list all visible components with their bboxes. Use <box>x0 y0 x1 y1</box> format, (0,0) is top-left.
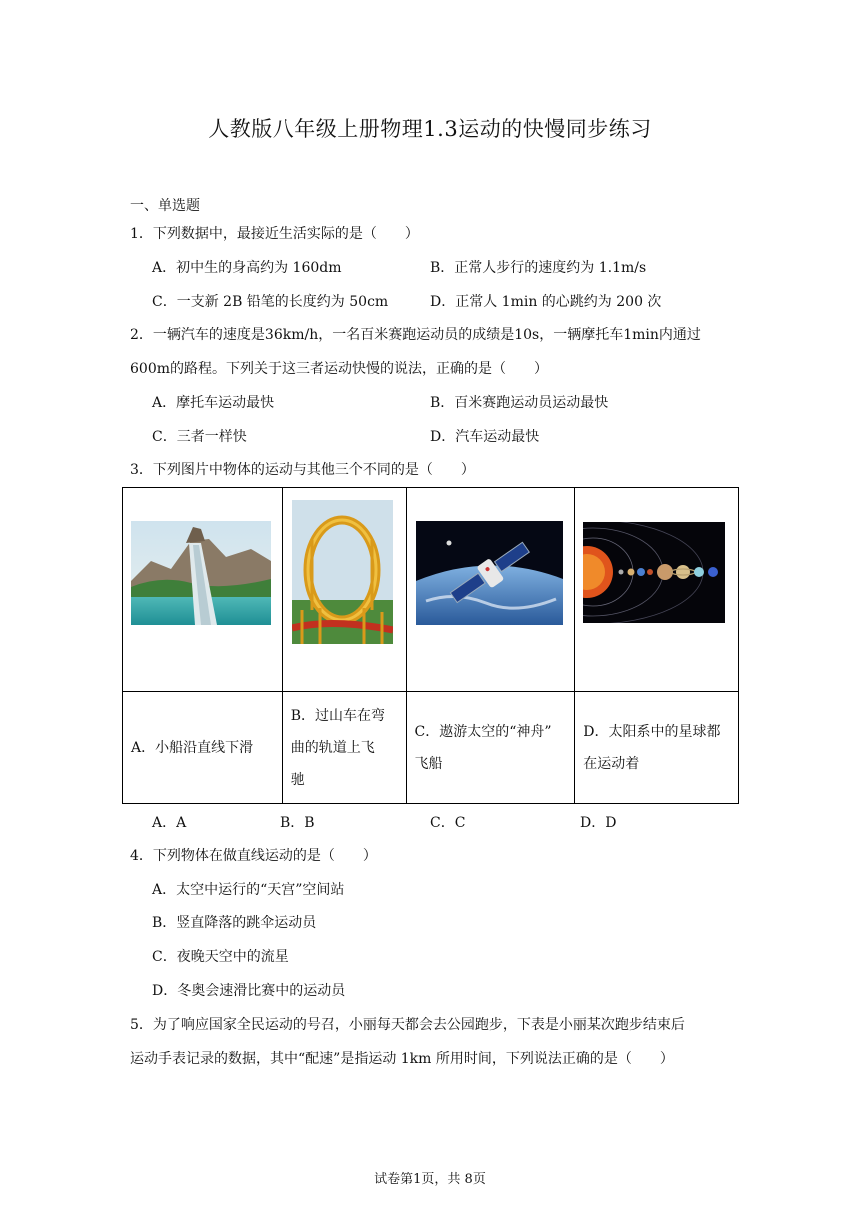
q3-option-d: D．D <box>580 815 617 831</box>
q2-option-d: D．汽车运动最快 <box>430 429 540 445</box>
q3-image-cell-b <box>282 488 406 692</box>
q1-option-a: A．初中生的身高约为 160dm <box>152 260 342 276</box>
q1-option-c: C．一支新 2B 铅笔的长度约为 50cm <box>152 294 389 310</box>
q3-cell-d-line2: 在运动着 <box>583 755 640 772</box>
q3-cell-b-line2: 曲的轨道上飞 <box>290 739 375 756</box>
q3-cell-a-line1: A．小船沿直线下滑 <box>131 739 254 756</box>
q3-cell-d-text <box>575 692 739 804</box>
q1-stem: 1．下列数据中，最接近生活实际的是（ ） <box>130 226 419 242</box>
q3-cell-c-text <box>406 692 575 804</box>
q3-picture-table <box>122 487 739 804</box>
q5-stem-line2: 运动手表记录的数据，其中“配速”是指运动 1km 所用时间，下列说法正确的是（ ） <box>130 1051 674 1067</box>
q3-option-a: A．A <box>152 815 187 831</box>
q3-cell-a-text <box>123 692 283 804</box>
q2-stem-line1: 2．一辆汽车的速度是36km/h，一名百米赛跑运动员的成绩是10s，一辆摩托车1min内通过 <box>130 327 701 343</box>
q3-image-cell-d <box>575 488 739 692</box>
q2-option-a: A．摩托车运动最快 <box>152 395 275 411</box>
q3-stem: 3．下列图片中物体的运动与其他三个不同的是（ ） <box>130 462 475 478</box>
q3-option-c: C．C <box>430 815 466 831</box>
q3-cell-c-line2: 飞船 <box>414 755 443 772</box>
q2-option-b: B．百米赛跑运动员运动最快 <box>430 395 609 411</box>
q3-cell-b-text <box>282 692 406 804</box>
q4-stem: 4．下列物体在做直线运动的是（ ） <box>130 848 377 864</box>
q2-stem-line2: 600m的路程。下列关于这三者运动快慢的说法，正确的是（ ） <box>130 361 548 377</box>
q4-option-a: A．太空中运行的“天宫”空间站 <box>152 882 345 898</box>
q3-cell-c-line1: C．遨游太空的“神舟” <box>414 723 552 740</box>
q4-option-c: C．夜晚天空中的流星 <box>152 949 289 965</box>
q1-option-d: D．正常人 1min 的心跳约为 200 次 <box>430 294 662 310</box>
q3-option-b: B．B <box>280 815 315 831</box>
q3-cell-b-line1: B．过山车在弯 <box>290 707 386 724</box>
spacecraft-image <box>416 521 563 625</box>
q3-image-cell-c <box>406 488 575 692</box>
q5-stem-line1: 5．为了响应国家全民运动的号召，小丽每天都会去公园跑步，下表是小丽某次跑步结束后 <box>130 1017 685 1033</box>
water-slide-image <box>131 521 271 625</box>
section-heading: 一、单选题 <box>130 198 200 214</box>
q1-option-b: B．正常人步行的速度约为 1.1m/s <box>430 260 647 276</box>
roller-coaster-image <box>292 500 393 644</box>
q3-image-cell-a <box>123 488 283 692</box>
solar-system-image <box>583 522 725 623</box>
q3-cell-d-line1: D．太阳系中的星球都 <box>583 723 721 740</box>
q2-option-c: C．三者一样快 <box>152 429 247 445</box>
q4-option-d: D．冬奥会速滑比赛中的运动员 <box>152 983 346 999</box>
q4-option-b: B．竖直降落的跳伞运动员 <box>152 915 317 931</box>
page-footer: 试卷第1页，共 8页 <box>374 1172 486 1187</box>
page-title: 人教版八年级上册物理1.3运动的快慢同步练习 <box>208 117 652 141</box>
q3-cell-b-line3: 驰 <box>290 771 305 788</box>
